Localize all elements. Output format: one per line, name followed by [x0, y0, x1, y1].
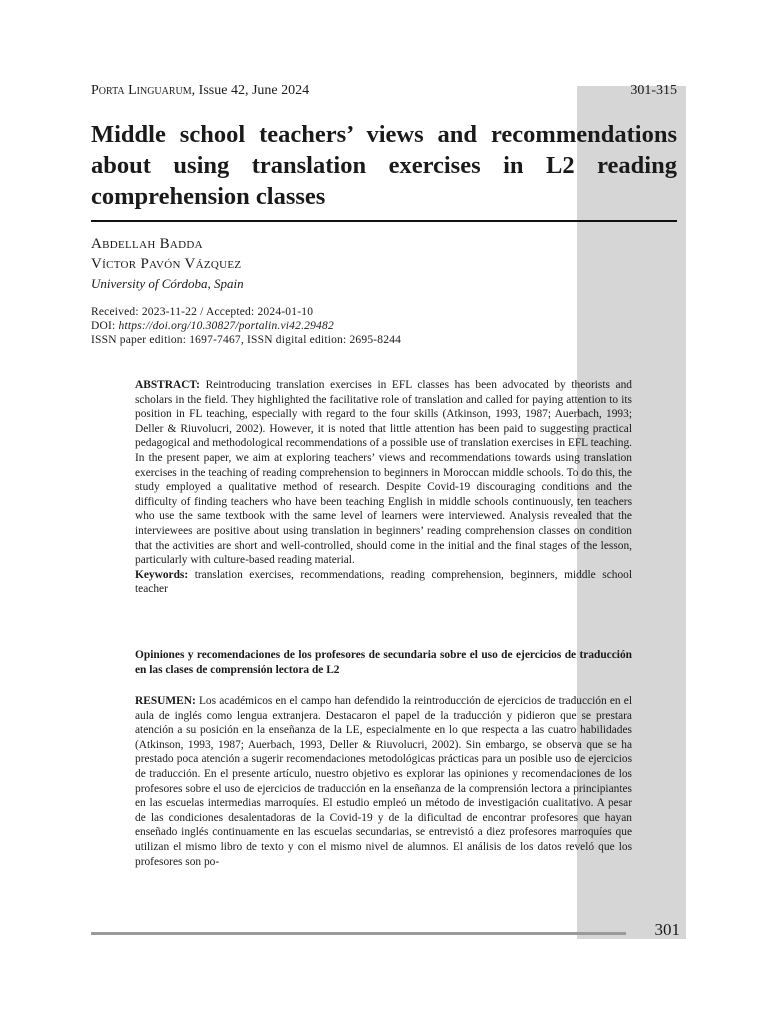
article-metadata — [91, 305, 571, 347]
abstract-label: ABSTRACT: — [135, 379, 200, 391]
doi-link[interactable]: https://doi.org/10.30827/portalin.vi42.29482 — [118, 320, 334, 332]
journal-name: Porta Linguarum — [91, 83, 192, 98]
abstract-text: Reintroducing translation exercises in EFL classes has been advocated by theorists and scholars in the field. They highlighted the facilitative role of translation and called for paying attention to its position in FL teaching, especially with regard to the four skills (Atkinson, 1993, 1987; Auerbach, 1993; Deller & Riuvolucri, 2002). However, it is noted that little attention has been paid to suggesting practical pedagogical and methodological recommendations of a possible use of translation exercises in EFL teaching. In the present paper, we aim at exploring teachers’ views and recommendations towards using translation exercises in the teaching of reading comprehension to beginners in Moroccan middle schools. To do this, the study employed a qualitative method of research. Despite Covid-19 discouraging conditions and the difficulty of finding teachers who have been teaching English in middle schools continuously, ten teachers who use the same textbook with the same level of learners were interviewed. Analysis revealed that the interviewees are positive about using translation in beginners’ reading comprehension classes on condition that the activities are short and well-controlled, should come in the initial and the final stages of the lesson, particularly with culture-based reading material. — [135, 379, 632, 567]
running-header — [91, 82, 677, 102]
resumen-label: RESUMEN: — [135, 695, 196, 707]
footer-divider — [91, 932, 626, 935]
article-title: Middle school teachers’ views and recommendations about using translation exercises in L2 reading comprehension classes — [91, 121, 677, 210]
received-accepted-dates: Received: 2023-11-22 / Accepted: 2024-01-10 — [91, 306, 314, 318]
journal-citation — [91, 82, 309, 100]
journal-issue: , Issue 42, June 2024 — [191, 83, 310, 98]
author-name: Abdellah Badda — [91, 236, 203, 252]
author-affiliation: University of Córdoba, Spain — [91, 276, 244, 291]
page-number: 301 — [654, 920, 680, 939]
keywords-text: translation exercises, recommendations, reading comprehension, beginners, middle school teacher — [135, 568, 632, 596]
keywords-label: Keywords: — [135, 568, 189, 581]
author-name: Víctor Pavón Vázquez — [91, 256, 242, 272]
doi-line — [91, 319, 571, 333]
page-range: 301-315 — [630, 83, 677, 98]
keywords-paragraph — [135, 568, 632, 597]
resumen-section — [135, 694, 632, 869]
resumen-text: Los académicos en el campo han defendido la reintroducción de ejercicios de traducción en el aula de inglés como lengua extranjera. Destacaron el papel de la traducción y pidieron que se prestara atención a su posición en la enseñanza de la LE, especialmente en lo que respecta a las cuatro habilidades (Atkinson, 1993, 1987; Auerbach, 1993, Deller & Riuvolucri, 2002). Sin embargo, se observa que se ha prestado poca atención a sugerir recomendaciones metodológicas prácticas para un posible uso de ejercicios de traducción. En el presente artículo, nuestro objetivo es explorar las opiniones y recomendaciones de los profesores sobre el uso de ejercicios de traducción en la enseñanza de la comprensión lectora a principiantes en las escuelas intermedias marroquíes. El estudio empleó un método de investigación cualitativo. A pesar de las condiciones desalentadoras de la Covid-19 y de la dificultad de encontrar profesores que hayan enseñado inglés continuamente en las escuelas secundarias, se entrevistó a diez profesores marroquíes que utilizan el mismo libro de texto y con el mismo nivel de alumnos. El análisis de los datos reveló que los profesores son po- — [135, 695, 632, 868]
spanish-title: Opiniones y recomendaciones de los profesores de secundaria sobre el uso de ejercicios de traducción en las clases de comprensión lectora de L2 — [135, 649, 632, 676]
issn-line: ISSN paper edition: 1697-7467, ISSN digital edition: 2695-8244 — [91, 334, 402, 346]
abstract-section — [135, 378, 632, 597]
author-block — [91, 234, 571, 293]
title-divider — [91, 220, 677, 222]
doi-label: DOI: — [91, 320, 119, 332]
abstract-paragraph — [135, 378, 632, 568]
